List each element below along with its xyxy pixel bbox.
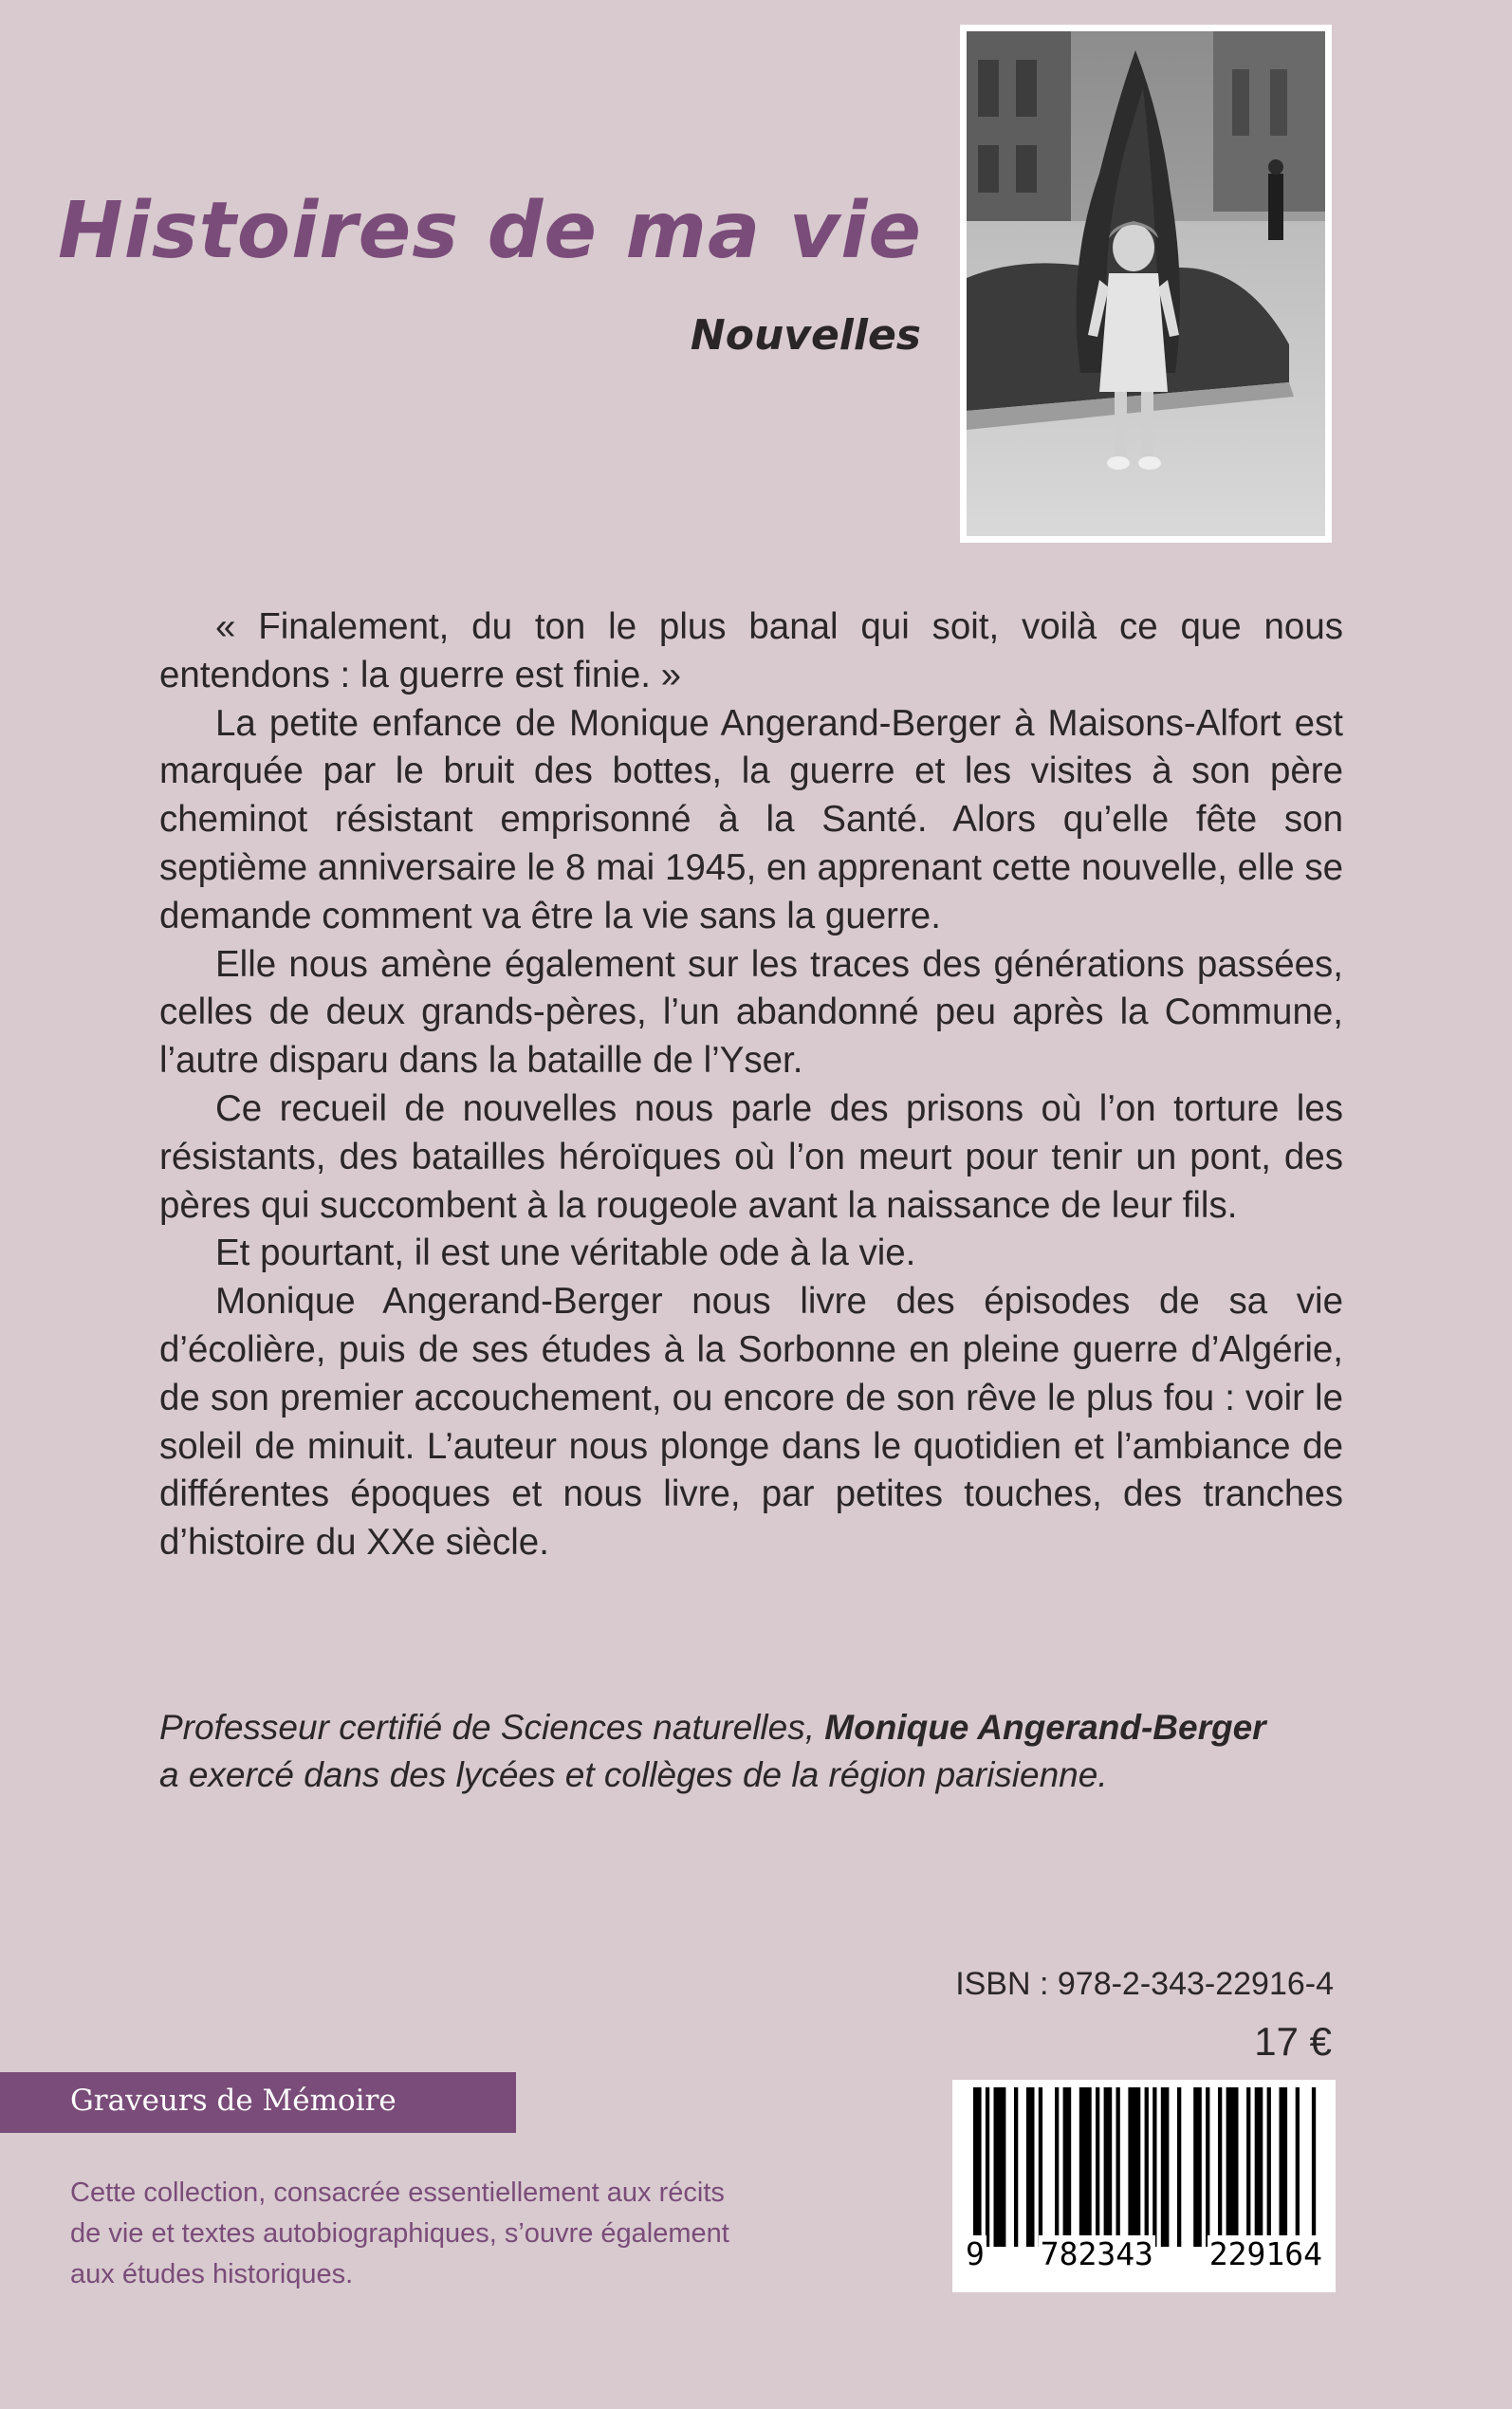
barcode-bar [1226,2087,1239,2247]
barcode-bar [1161,2087,1170,2247]
back-cover-blurb [159,603,1343,1567]
barcode-bar [1014,2087,1018,2247]
collection-name: Graveurs de Mémoire [70,2084,396,2118]
barcode-bar [1296,2087,1300,2247]
blurb-paragraph: Monique Angerand-Berger nous livre des épisodes de sa vie d’écolière, puis de ses études à la Sorbonne en pleine guerre d’Algérie, de son premier accouchement, ou encore de son rêve le plus fou : voir le soleil de minuit. L’auteur nous plonge dans le quotidien et l’ambiance de différentes époques et nous livre, par petites touches, des tranches d’histoire du XXe siècle. [159,1281,1343,1564]
barcode-bar [1193,2087,1202,2247]
barcode-bar [1145,2087,1149,2247]
book-subtitle: Nouvelles [690,311,921,360]
collection-description [70,2173,791,2295]
barcode-digit-first: 9 [966,2235,985,2272]
collection-description-line: aux études historiques. [70,2259,354,2289]
book-title: Histoires de ma vie [58,186,922,276]
collection-band [0,2072,516,2133]
author-name: Monique Angerand-Berger [824,1708,1266,1747]
author-bio [159,1704,1374,1799]
barcode-digits-right: 229164 [1208,2235,1322,2272]
barcode-bar [1255,2087,1263,2247]
author-bio-line-2: a exercé dans des lycées et collèges de la région parisienne. [159,1755,1108,1794]
barcode-bar [986,2087,989,2247]
barcode-bar [1063,2087,1072,2247]
barcode-digits-left: 782343 [1040,2235,1153,2272]
barcode-bar [1267,2087,1271,2247]
barcode-bar [1096,2087,1099,2247]
collection-description-line: de vie et textes autobiographiques, s’ouvre également [70,2218,729,2249]
barcode-bar [1128,2087,1140,2247]
author-bio-prefix: Professeur certifié de Sciences naturelles, [159,1708,825,1747]
price: 17 € [1254,2019,1332,2064]
barcode [952,2080,1336,2292]
blurb-paragraph: « Finalement, du ton le plus banal qui soit, voilà ce que nous entendons : la guerre est finie. » [159,606,1343,695]
cover-photo-frame [960,25,1332,543]
isbn-number: ISBN : 978-2-343-22916-4 [955,1966,1334,2002]
barcode-bar [1104,2087,1113,2247]
barcode-bar [1280,2087,1288,2247]
barcode-bar [994,2087,1006,2247]
barcode-bar [1039,2087,1042,2247]
author-bio-line-1 [159,1704,1374,1751]
barcode-bar [1079,2087,1092,2247]
blurb-paragraph: Elle nous amène également sur les traces des générations passées, celles de deux grands-pères, l’un abandonné peu après la Commune, l’autre disparu dans la bataille de l’Yser. [159,943,1343,1082]
barcode-bar [1026,2087,1035,2247]
barcode-bar [1152,2087,1156,2247]
barcode-bar [1206,2087,1209,2247]
blurb-paragraph: Et pourtant, il est une véritable ode à la vie. [215,1232,916,1274]
blurb-paragraph: Ce recueil de nouvelles nous parle des prisons où l’on torture les résistants, des batailles héroïques où l’on meurt pour tenir un pont, des pères qui succombent à la rougeole avant la naissance de leur fils. [159,1087,1343,1226]
barcode-bar [973,2087,982,2247]
barcode-bar [1055,2087,1059,2247]
barcode-bar [1312,2087,1316,2247]
blurb-paragraph: La petite enfance de Monique Angerand-Berger à Maisons-Alfort est marquée par le bruit des bottes, la guerre et les visites à son père cheminot résistant emprisonné à la Santé. Alors qu’elle fête son septième anniversaire le 8 mai 1945, en apprenant cette nouvelle, elle se demande comment va être la vie sans la guerre. [159,702,1343,936]
barcode-bar [1246,2087,1250,2247]
cover-photo [967,31,1325,536]
barcode-bar [1177,2087,1181,2247]
barcode-bar [1116,2087,1120,2247]
barcode-bar [1218,2087,1222,2247]
barcode-bars [964,2087,1324,2247]
collection-description-line: Cette collection, consacrée essentiellement aux récits [70,2177,725,2208]
